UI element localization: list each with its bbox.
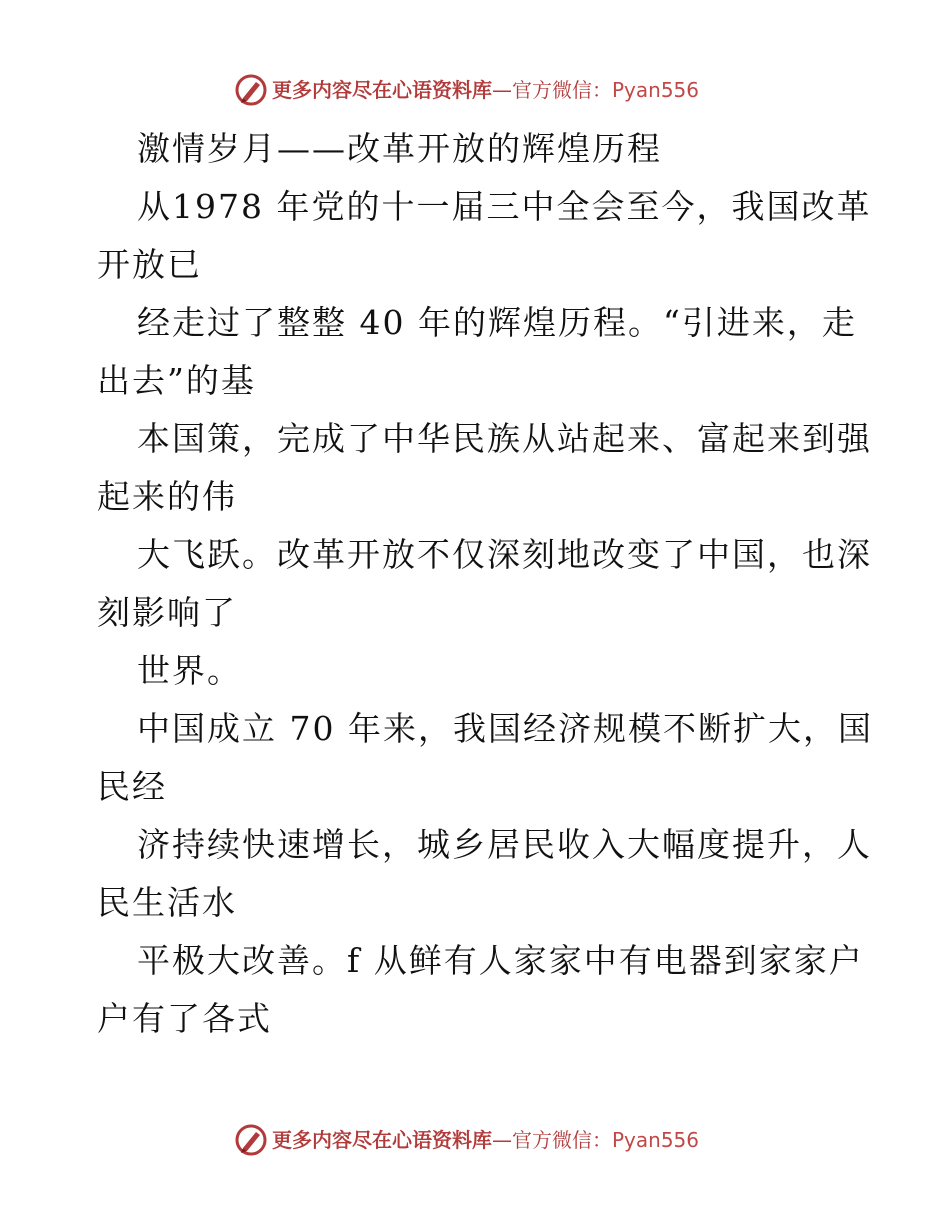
header-banner-text [272, 77, 699, 103]
footer-banner [0, 1120, 950, 1160]
header-banner-dash: — [492, 78, 512, 102]
paragraph-line: 大飞跃。改革开放不仅深刻地改变了中国，也深 [137, 535, 872, 574]
footer-banner-main: 更多内容尽在心语资料库 [272, 1128, 492, 1152]
paragraph-line: 起来的伟 [97, 477, 237, 516]
pen-logo-icon [234, 73, 268, 107]
paragraph-line: 刻影响了 [97, 593, 237, 632]
paragraph-line: 济持续快速增长，城乡居民收入大幅度提升，人 [137, 825, 872, 864]
paragraph-line: 世界。 [137, 651, 242, 690]
header-banner-main: 更多内容尽在心语资料库 [272, 78, 492, 102]
paragraph-line: 中国成立 70 年来，我国经济规模不断扩大，国 [137, 709, 873, 748]
document-body [97, 120, 873, 1048]
footer-wechat-label: 官方微信： [512, 1128, 612, 1152]
header-wechat-id: Pyan556 [612, 78, 700, 102]
paragraph-line: 开放已 [97, 245, 202, 284]
paragraph-line: 民经 [97, 767, 167, 806]
document-title: 激情岁月——改革开放的辉煌历程 [137, 129, 662, 168]
paragraph-line: 经走过了整整 40 年的辉煌历程。“引进来，走 [137, 303, 857, 342]
paragraph-line: 民生活水 [97, 883, 237, 922]
footer-wechat-id: Pyan556 [612, 1128, 700, 1152]
paragraph-line: 本国策，完成了中华民族从站起来、富起来到强 [137, 419, 872, 458]
paragraph-line: 出去”的基 [97, 361, 256, 400]
paragraph-line: 从1978 年党的十一届三中全会至今，我国改革 [137, 187, 872, 226]
pen-logo-icon [234, 1123, 268, 1157]
header-banner [0, 70, 950, 110]
footer-banner-dash: — [492, 1128, 512, 1152]
paragraph-line: 平极大改善。f 从鲜有人家家中有电器到家家户 [137, 941, 864, 980]
paragraph-line: 户有了各式 [97, 999, 272, 1038]
footer-banner-text [272, 1127, 699, 1153]
header-wechat-label: 官方微信： [512, 78, 612, 102]
